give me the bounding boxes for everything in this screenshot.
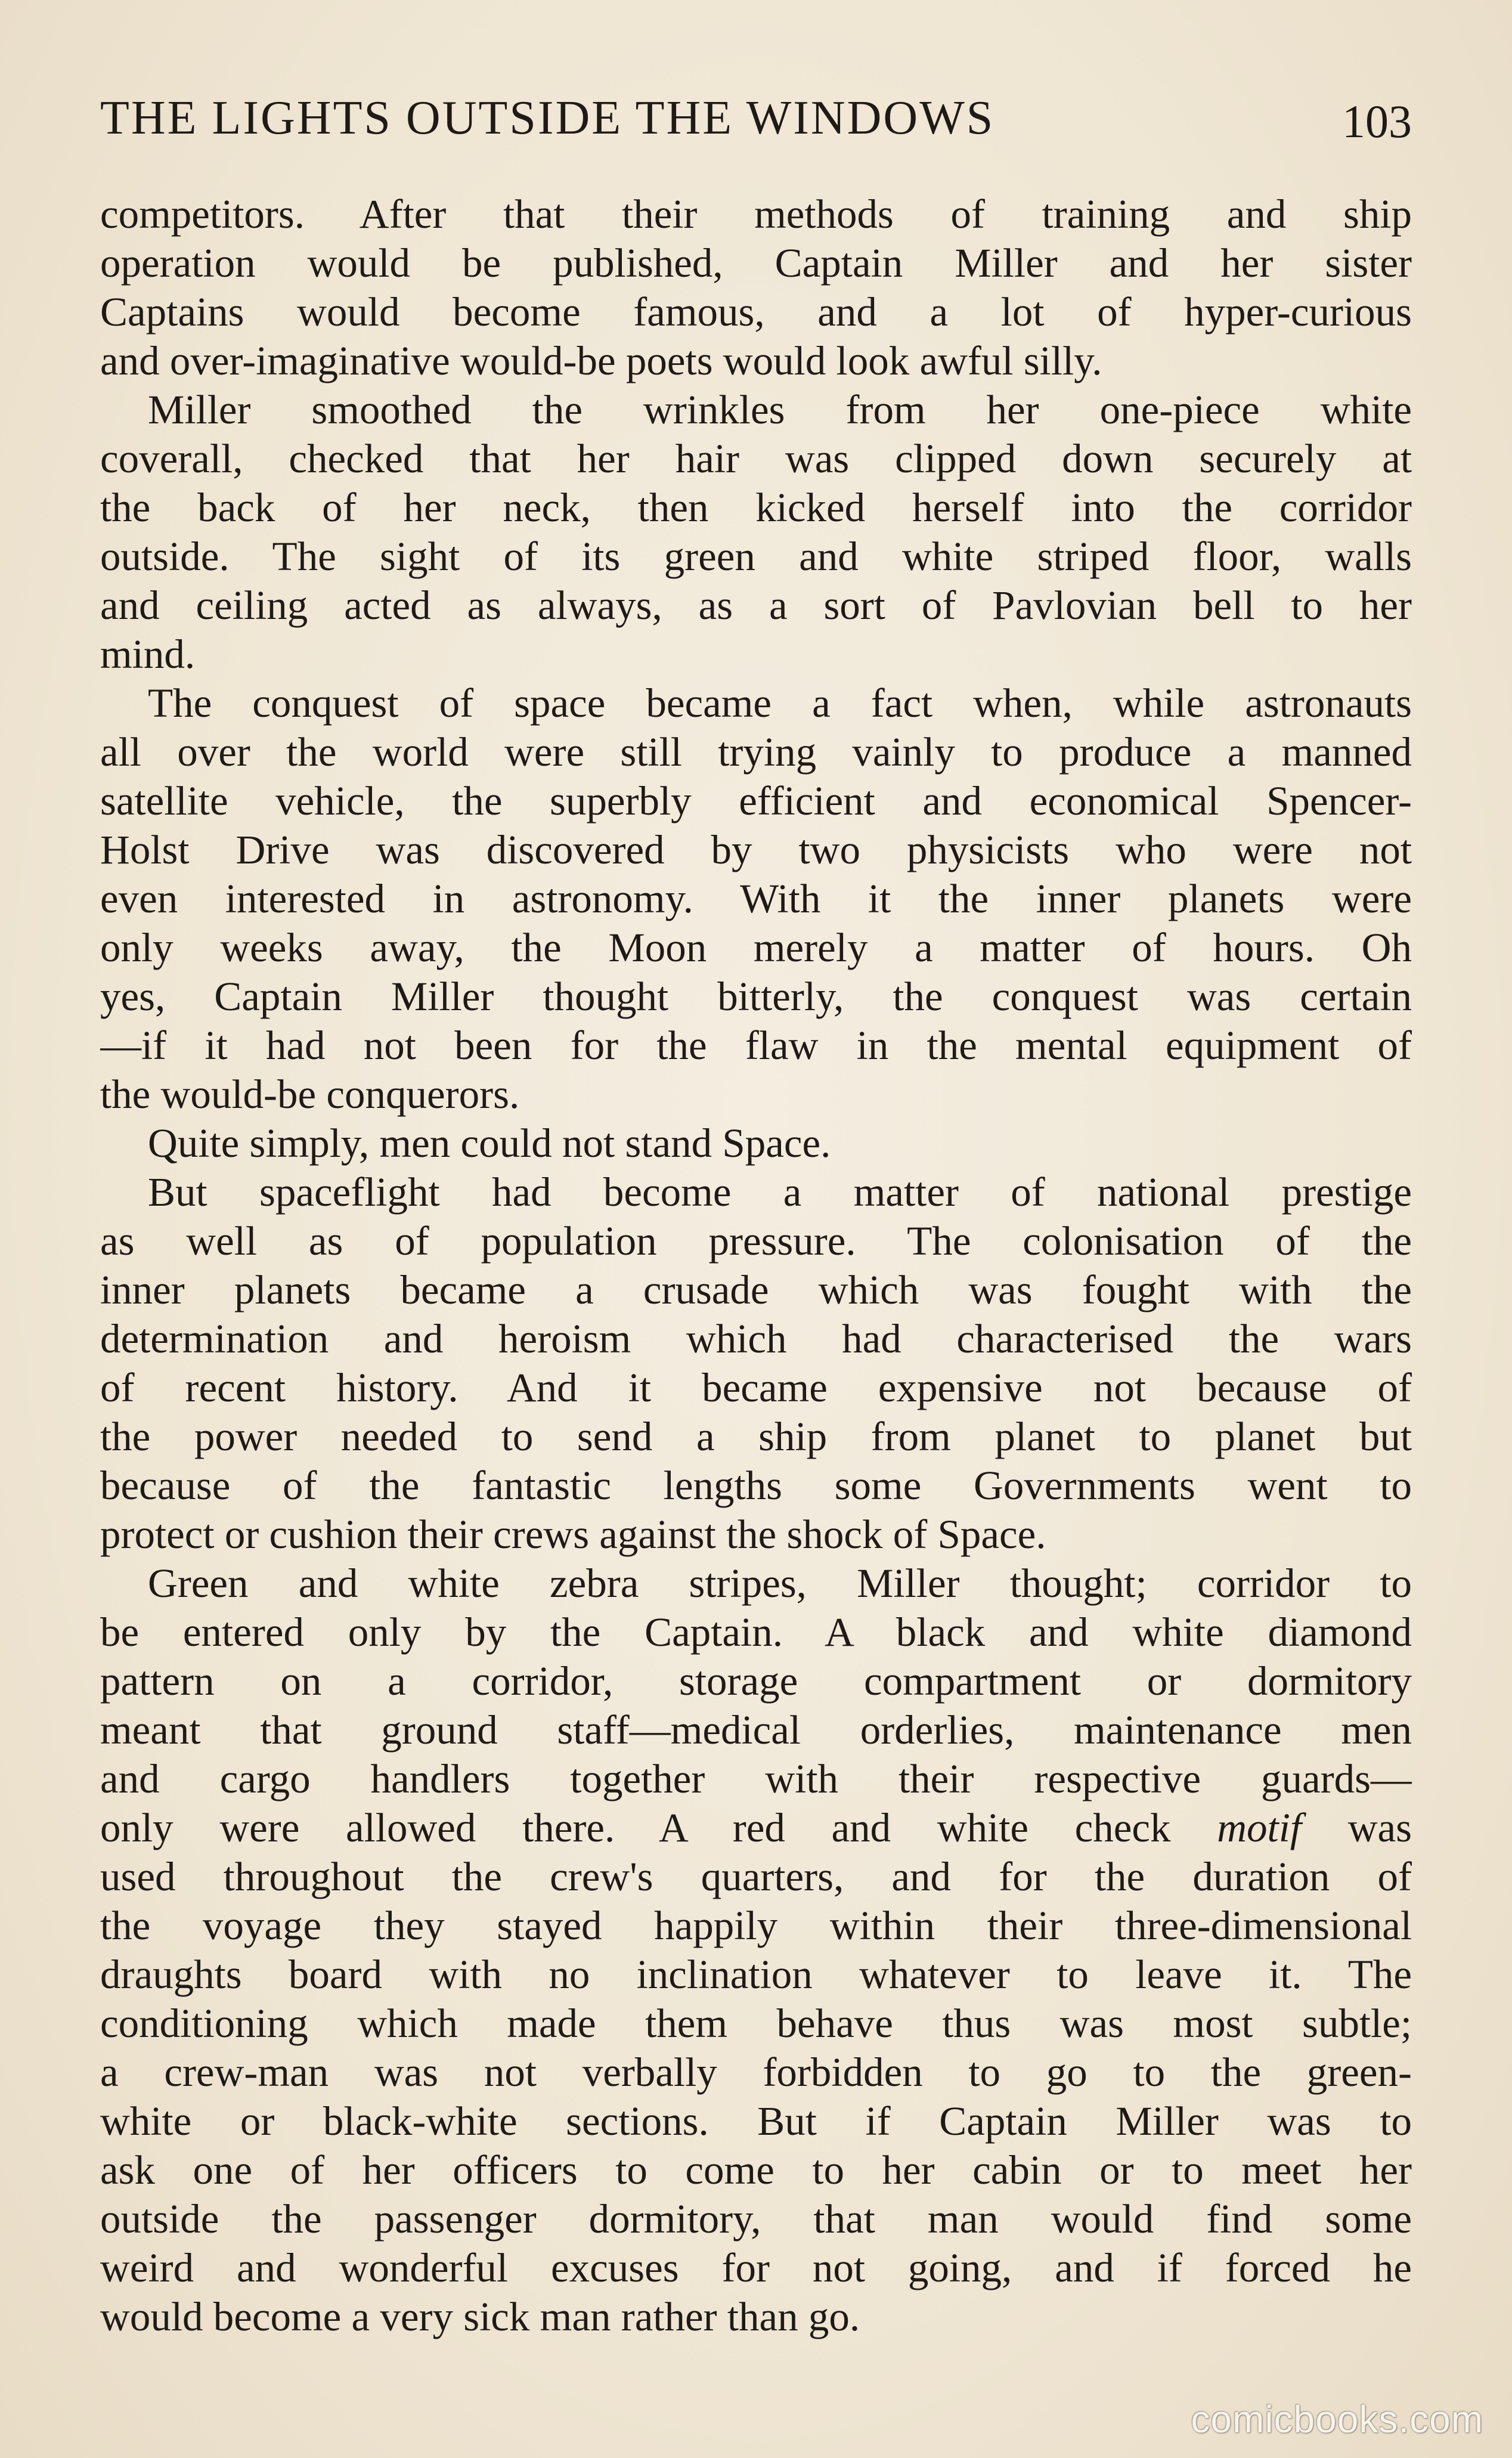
text-line: the back of her neck, then kicked herself into the corridor xyxy=(100,485,1412,530)
text-line: the voyage they stayed happily within their three-dimensional xyxy=(100,1903,1412,1948)
text-line: competitors. After that their methods of training and ship xyxy=(100,191,1412,237)
text-line: would become a very sick man rather than go. xyxy=(100,2294,860,2339)
text-line: used throughout the crew's quarters, and for the duration of xyxy=(100,1854,1412,1899)
text-line: pattern on a corridor, storage compartment or dormitory xyxy=(100,1658,1412,1704)
text-line: and cargo handlers together with their respective guards— xyxy=(100,1756,1412,1801)
text-line: yes, Captain Miller thought bitterly, the conquest was certain xyxy=(100,974,1412,1019)
text-line: draughts board with no inclination whatever to leave it. The xyxy=(100,1952,1412,1997)
text-line: white or black-white sections. But if Captain Miller was to xyxy=(100,2098,1412,2144)
text-line: and ceiling acted as always, as a sort of Pavlovian bell to her xyxy=(100,583,1412,628)
text-line: coverall, checked that her hair was clipped down securely at xyxy=(100,436,1412,481)
page-header xyxy=(100,88,1412,154)
text-line: inner planets became a crusade which was fought with the xyxy=(100,1267,1412,1312)
text-line: only weeks away, the Moon merely a matter of hours. Oh xyxy=(100,925,1412,970)
text-line: be entered only by the Captain. A black and white diamond xyxy=(100,1609,1412,1655)
text-line: —if it had not been for the flaw in the mental equipment of xyxy=(100,1023,1412,1068)
text-line: determination and heroism which had characterised the wars xyxy=(100,1316,1412,1361)
text-line: of recent history. And it became expensive not because of xyxy=(100,1365,1412,1410)
text-line: and over-imaginative would-be poets would look awful silly. xyxy=(100,338,1102,383)
text-line: a crew-man was not verbally forbidden to go to the green- xyxy=(100,2050,1412,2095)
text-line: weird and wonderful excuses for not going, and if forced he xyxy=(100,2245,1412,2290)
text-line: operation would be published, Captain Miller and her sister xyxy=(100,240,1412,286)
running-title: THE LIGHTS OUTSIDE THE WINDOWS xyxy=(100,92,995,144)
text-line: Holst Drive was discovered by two physicists who were not xyxy=(100,827,1412,872)
text-line: as well as of population pressure. The colonisation of the xyxy=(100,1218,1412,1264)
text-line: Quite simply, men could not stand Space. xyxy=(148,1120,831,1166)
text-line: satellite vehicle, the superbly efficient and economical Spencer- xyxy=(100,778,1412,824)
text-line: ask one of her officers to come to her cabin or to meet her xyxy=(100,2147,1412,2193)
text-line: meant that ground staff—medical orderlies, maintenance men xyxy=(100,1707,1412,1753)
text-line: outside. The sight of its green and white striped floor, walls xyxy=(100,534,1412,579)
text-line: the power needed to send a ship from planet to planet but xyxy=(100,1414,1412,1459)
text-line: conditioning which made them behave thus was most subtle; xyxy=(100,2001,1412,2046)
text-line: Green and white zebra stripes, Miller thought; corridor to xyxy=(148,1561,1412,1606)
page-number: 103 xyxy=(1342,95,1412,147)
text-line: Miller smoothed the wrinkles from her one-piece white xyxy=(148,387,1412,432)
text-line: even interested in astronomy. With it the inner planets were xyxy=(100,876,1412,921)
text-segment: only were allowed there. A red and white check xyxy=(100,1805,1171,1850)
body-text xyxy=(100,190,1412,2341)
text-line: because of the fantastic lengths some Governments went to xyxy=(100,1463,1412,1508)
text-line: mind. xyxy=(100,631,196,677)
text-line xyxy=(100,1803,1412,1852)
text-line: all over the world were still trying vainly to produce a manned xyxy=(100,729,1412,775)
text-line: the would-be conquerors. xyxy=(100,1072,520,1117)
text-line: But spaceflight had become a matter of national prestige xyxy=(148,1169,1412,1215)
italic-word: motif xyxy=(1217,1805,1302,1850)
text-line: Captains would become famous, and a lot of hyper-curious xyxy=(100,289,1412,335)
text-line: protect or cushion their crews against the shock of Space. xyxy=(100,1512,1046,1557)
text-line: outside the passenger dormitory, that man would find some xyxy=(100,2196,1412,2242)
text-segment: was xyxy=(1347,1805,1412,1850)
text-line: The conquest of space became a fact when, while astronauts xyxy=(148,680,1412,726)
watermark: comicbooks.com xyxy=(1191,2398,1483,2441)
